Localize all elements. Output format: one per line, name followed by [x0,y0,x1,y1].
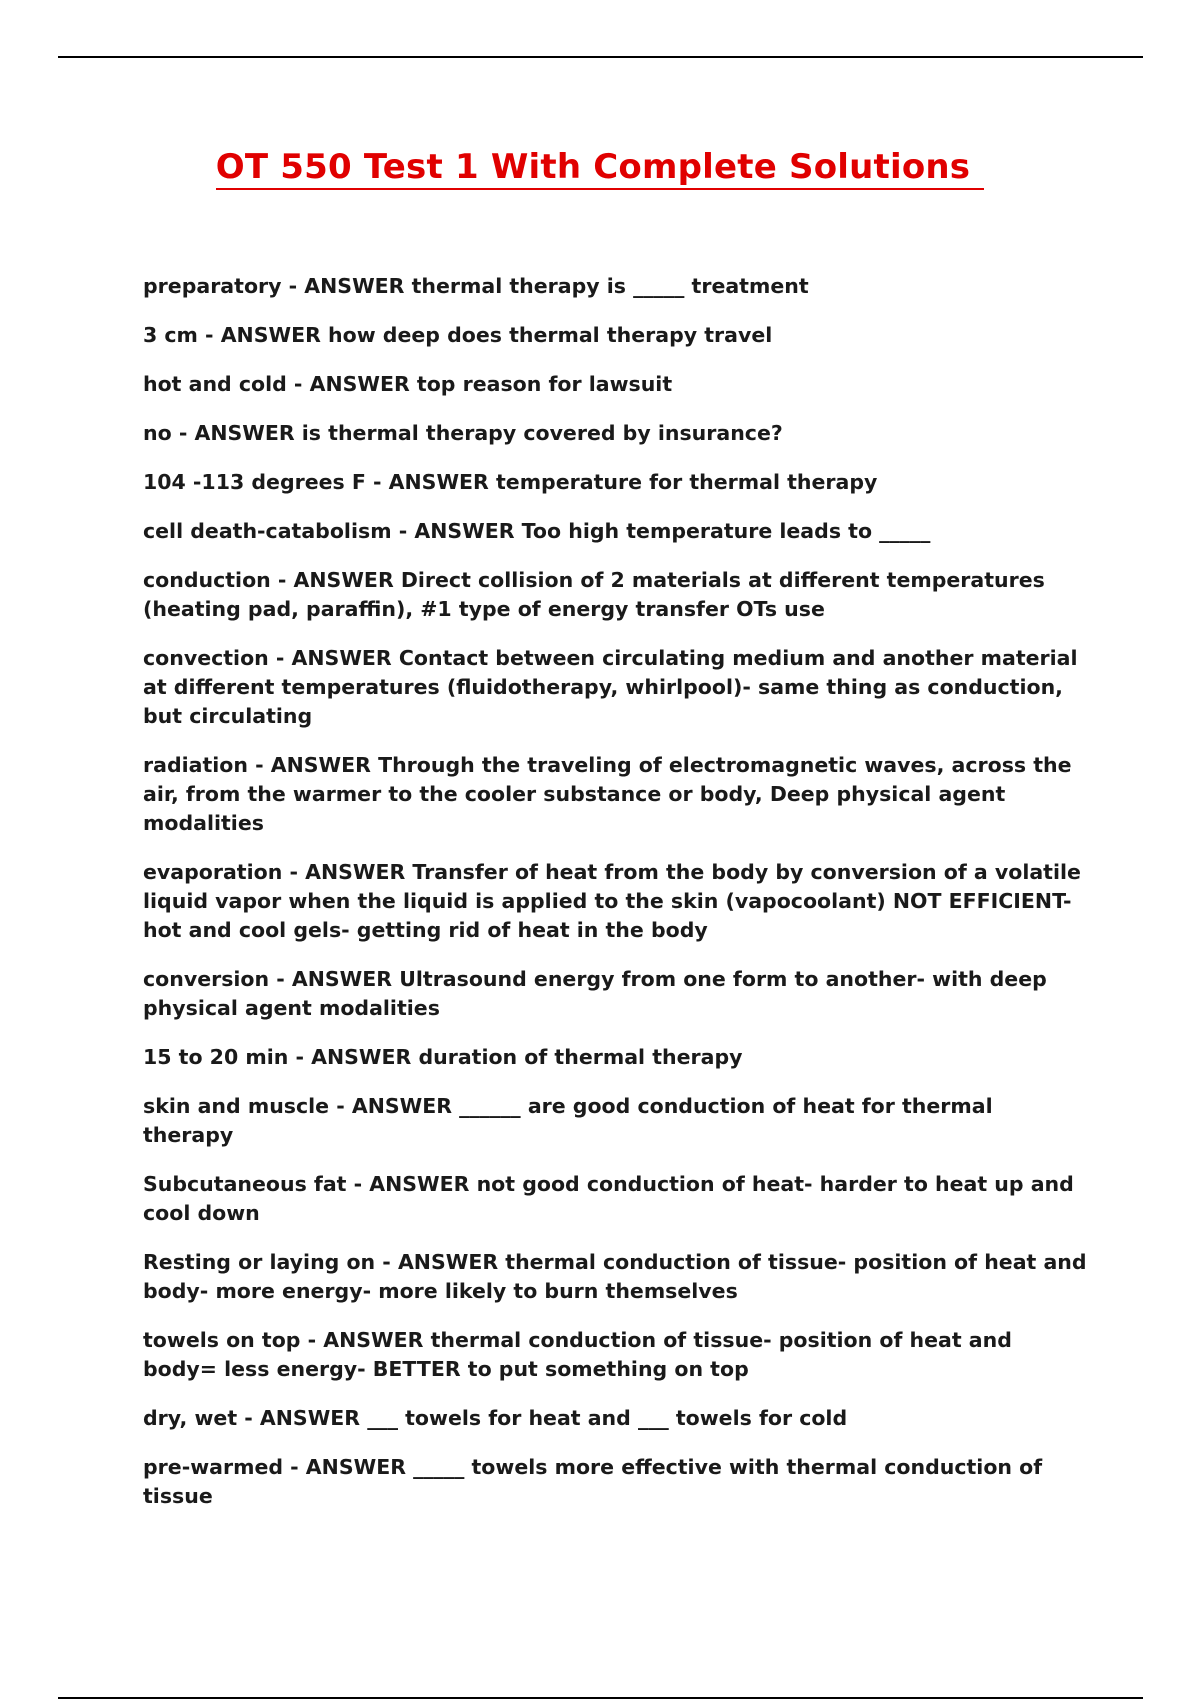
qa-item: evaporation - ANSWER Transfer of heat from the body by conversion of a volatile liquid vapor when the liquid is applied to the skin (vapocoolant) NOT EFFICIENT- hot and cool gels- getting rid of heat in the body [143,860,1081,942]
qa-item: hot and cold - ANSWER top reason for lawsuit [143,372,673,396]
top-divider [58,56,1143,58]
qa-item: towels on top - ANSWER thermal conduction of tissue- position of heat and body= less energy- BETTER to put something on top [143,1328,1012,1381]
qa-list [143,272,1088,1531]
qa-item: preparatory - ANSWER thermal therapy is _____ treatment [143,274,809,298]
qa-item: 15 to 20 min - ANSWER duration of thermal therapy [143,1045,743,1069]
qa-item: Subcutaneous fat - ANSWER not good conduction of heat- harder to heat up and cool down [143,1172,1074,1225]
qa-item: dry, wet - ANSWER ___ towels for heat and ___ towels for cold [143,1406,848,1430]
qa-item: conversion - ANSWER Ultrasound energy from one form to another- with deep physical agent modalities [143,967,1047,1020]
qa-item: 104 -113 degrees F - ANSWER temperature for thermal therapy [143,470,878,494]
bottom-divider [58,1697,1143,1699]
qa-item: pre-warmed - ANSWER _____ towels more effective with thermal conduction of tissue [143,1455,1043,1508]
qa-item: conduction - ANSWER Direct collision of 2 materials at different temperatures (heating pad, paraffin), #1 type of energy transfer OTs use [143,568,1045,621]
qa-item: radiation - ANSWER Through the traveling of electromagnetic waves, across the air, from the warmer to the cooler substance or body, Deep physical agent modalities [143,753,1072,835]
qa-item: no - ANSWER is thermal therapy covered by insurance? [143,421,783,445]
qa-item: convection - ANSWER Contact between circulating medium and another material at different temperatures (fluidotherapy, whirlpool)- same thing as conduction, but circulating [143,646,1078,728]
qa-item: 3 cm - ANSWER how deep does thermal therapy travel [143,323,773,347]
page-title [0,147,1200,190]
qa-item: skin and muscle - ANSWER ______ are good conduction of heat for thermal therapy [143,1094,993,1147]
qa-item: cell death-catabolism - ANSWER Too high temperature leads to _____ [143,519,931,543]
qa-item: Resting or laying on - ANSWER thermal conduction of tissue- position of heat and body- more energy- more likely to burn themselves [143,1250,1087,1303]
title-text: OT 550 Test 1 With Complete Solutions [216,150,985,190]
